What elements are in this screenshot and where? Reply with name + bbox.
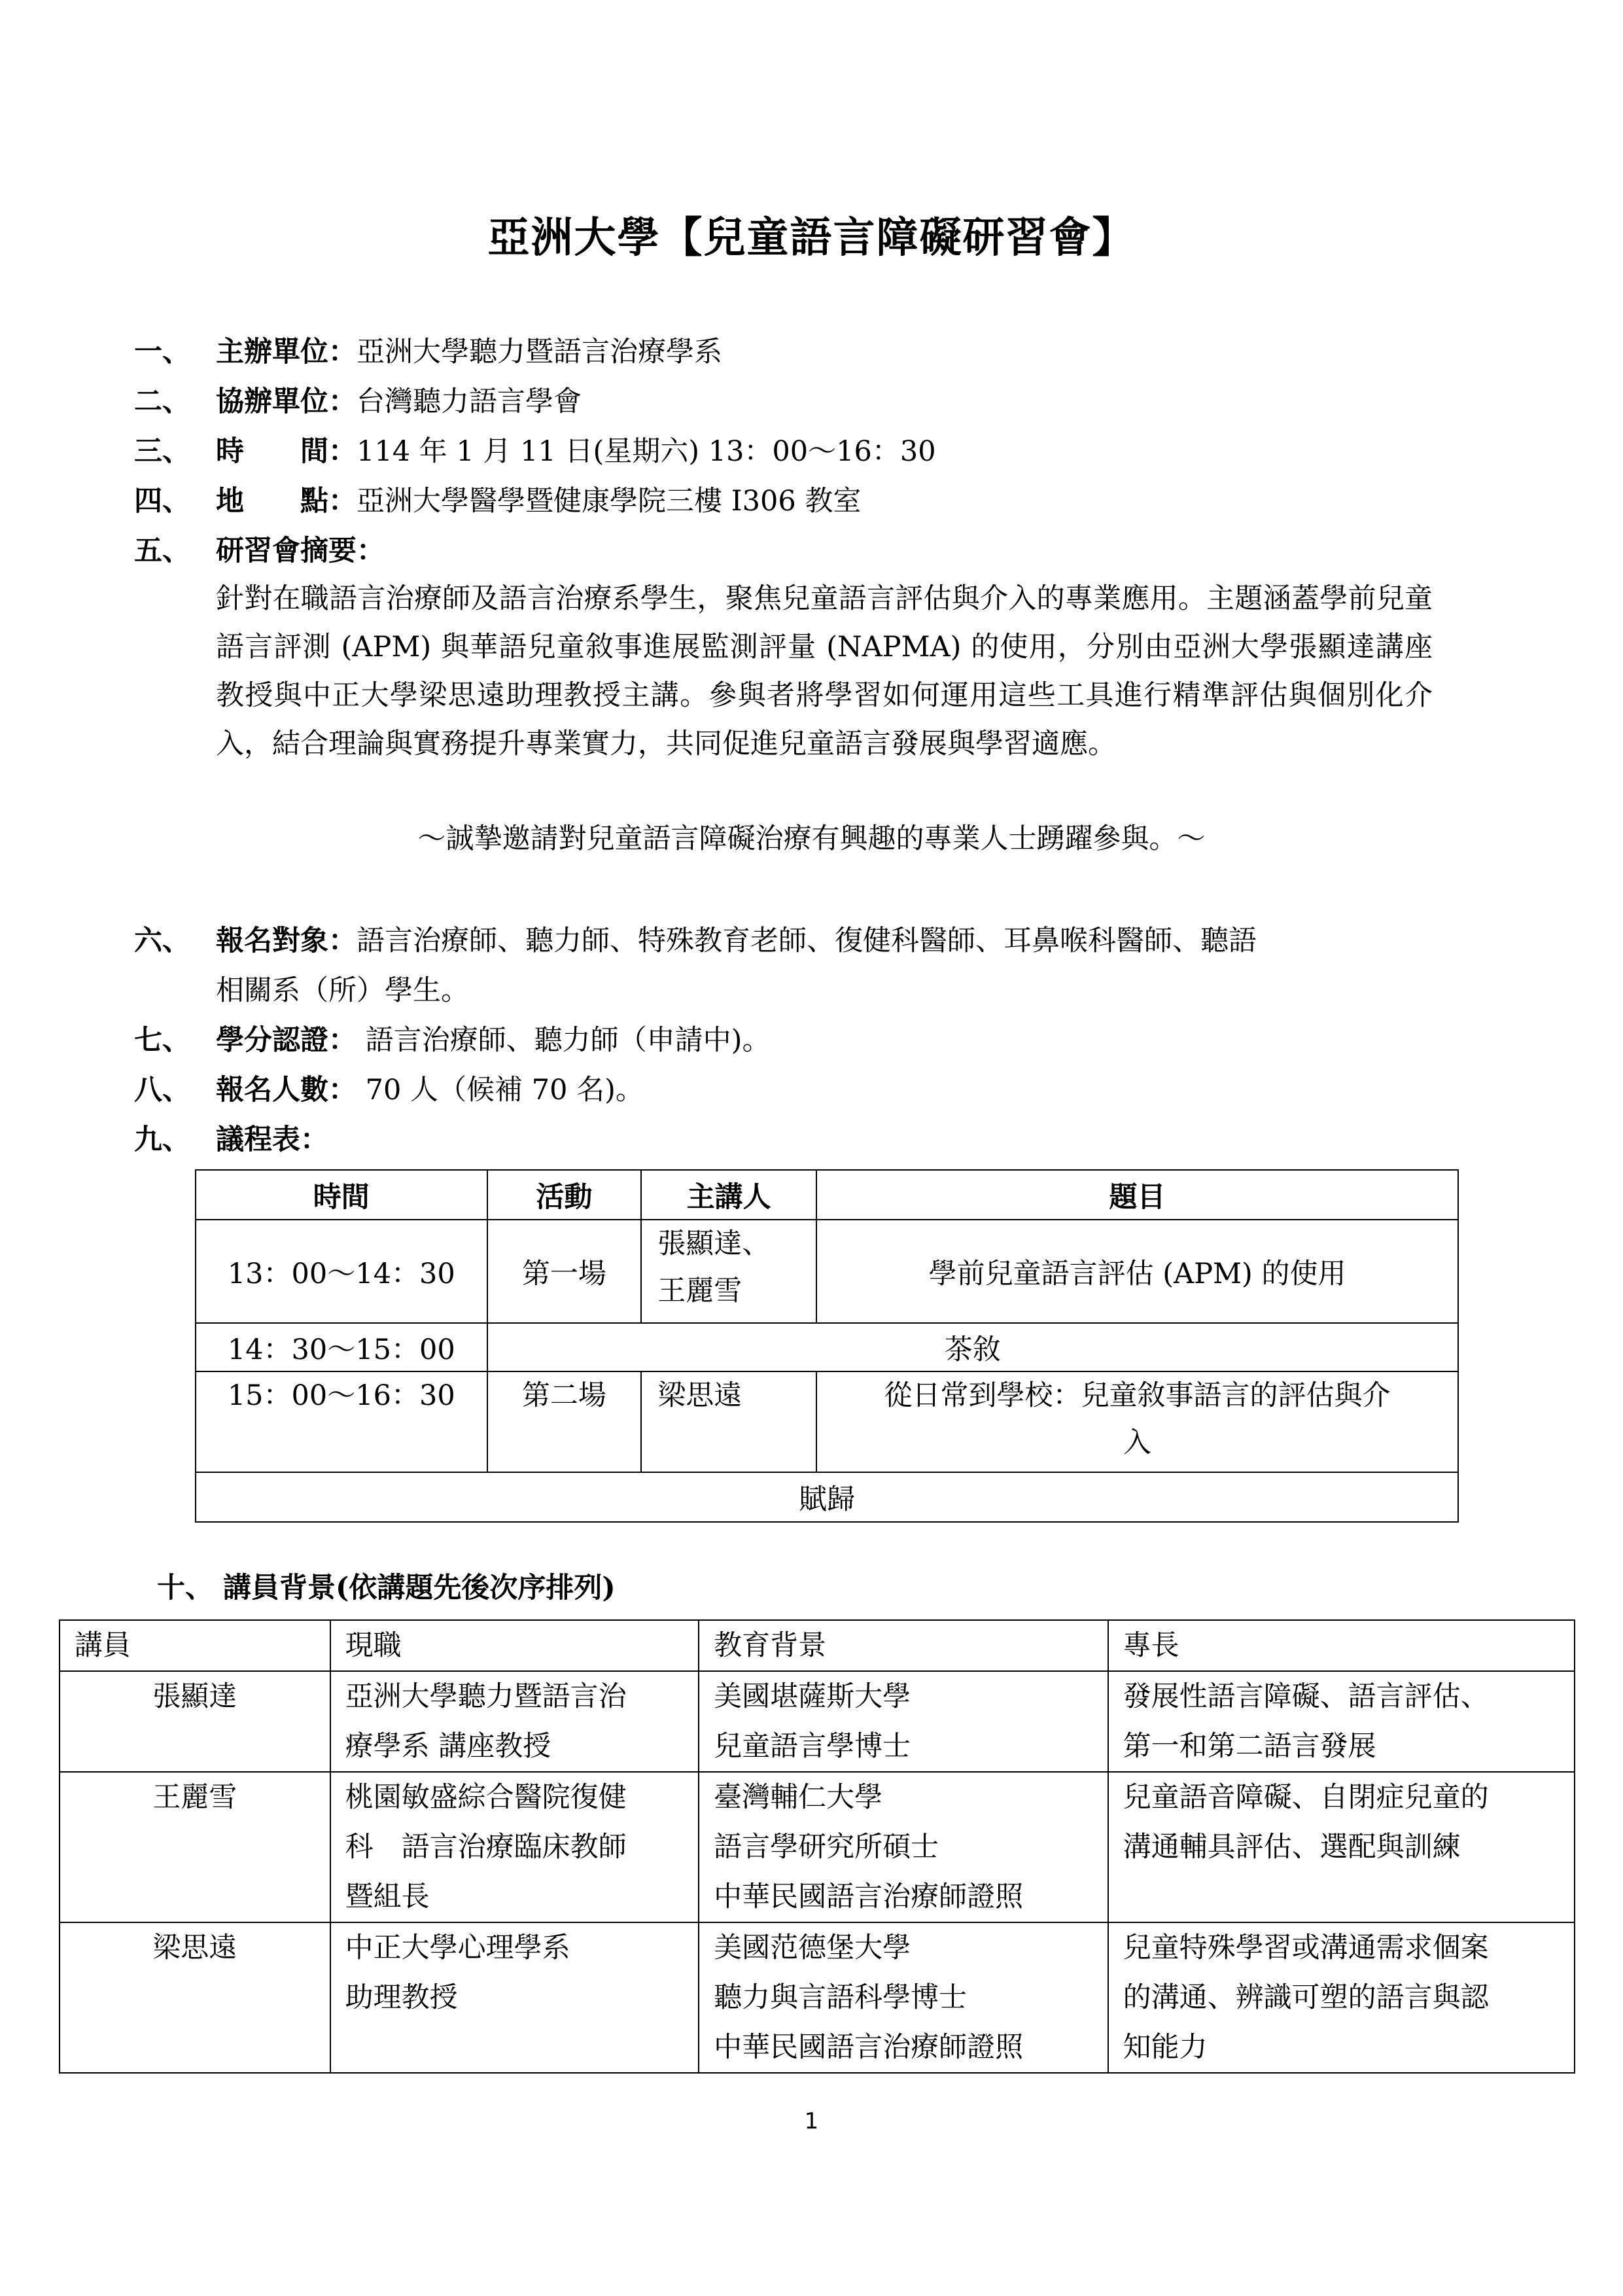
- item-agenda-heading: [134, 1115, 328, 1165]
- item-number: 四、: [134, 485, 190, 518]
- header-cell: 主講人: [641, 1170, 816, 1220]
- item-number: 三、: [134, 435, 190, 468]
- item-label: 協辦單位：: [216, 385, 357, 418]
- cell-line: 中正大學心理學系: [345, 1932, 570, 1964]
- speaker-cell: [641, 1220, 816, 1323]
- item-credits: [134, 1016, 770, 1065]
- cell-line: 亞洲大學聽力暨語言治: [345, 1680, 627, 1713]
- cell-line: 的溝通、辨識可塑的語言與認: [1123, 1981, 1489, 2014]
- item-abstract-heading: [134, 526, 385, 576]
- cell-line: 助理教授: [345, 1981, 458, 2014]
- item-text: 語言治療師、聽力師、特殊教育老師、復健科醫師、耳鼻喉科醫師、聽語: [357, 925, 1257, 957]
- cell-line: 暨組長: [345, 1881, 430, 1913]
- cell-line: 美國堪薩斯大學: [714, 1680, 911, 1713]
- activity-cell: 第二場: [487, 1371, 642, 1472]
- item-text: 語言治療師、聽力師（申請中)。: [357, 1024, 771, 1057]
- item-number: 二、: [134, 385, 190, 418]
- table-row: [196, 1323, 1458, 1371]
- cell-line: 第一和第二語言發展: [1123, 1730, 1376, 1763]
- cell-line: 兒童特殊學習或溝通需求個案: [1123, 1932, 1489, 1964]
- item-organizer: [134, 327, 722, 377]
- table-header-row: [60, 1620, 1575, 1671]
- table-header-row: [196, 1170, 1458, 1220]
- topic-cell: [816, 1371, 1458, 1472]
- topic-line: 從日常到學校：兒童敘事語言的評估與介: [884, 1379, 1391, 1412]
- table-row: [196, 1472, 1458, 1522]
- cell-line: 兒童語音障礙、自閉症兒童的: [1123, 1781, 1489, 1814]
- item-location: [134, 476, 861, 526]
- time-cell: 13：00～14：30: [196, 1220, 487, 1323]
- item-target-audience: [134, 916, 1257, 966]
- item-label: 報名對象：: [216, 925, 357, 957]
- speaker-background-heading: 十、 講員背景(依講題先後次序排列): [157, 1572, 616, 1604]
- topic-line: 入: [1123, 1426, 1152, 1459]
- cell-line: 療學系 講座教授: [345, 1730, 551, 1763]
- item-co-organizer: [134, 377, 582, 427]
- item-number: 五、: [134, 535, 190, 567]
- education-cell: [699, 1671, 1108, 1772]
- speaker-line: 王麗雪: [657, 1275, 742, 1307]
- item-text: 亞洲大學聽力暨語言治療學系: [357, 336, 722, 368]
- abstract-paragraph: 針對在職語言治療師及語言治療系學生，聚焦兒童語言評估與介入的專業應用。主題涵蓋學前兒童語言評測 (APM) 與華語兒童敘事進展監測評量 (NAPMA) 的使用，分別由亞洲大學張顯達講座教授與中正大學梁思遠助理教授主講。參與者將學習如何運用這些工具進行精準評估與個別化介入，結合理論與實務提升專業實力，共同促進兒童語言發展與學習適應。: [216, 582, 1433, 760]
- header-cell: 現職: [330, 1620, 699, 1671]
- item-label: 時 間：: [216, 435, 357, 468]
- cell-line: 科 語言治療臨床教師: [345, 1831, 627, 1863]
- cell-line: 聽力與言語科學博士: [714, 1981, 968, 2014]
- header-cell: 教育背景: [699, 1620, 1108, 1671]
- page-number: 1: [804, 2108, 819, 2134]
- item-text-continued: 相關系（所）學生。: [216, 974, 469, 1007]
- table-row: [196, 1220, 1458, 1323]
- table-row: [196, 1371, 1458, 1472]
- cell-line: 中華民國語言治療師證照: [714, 1881, 1024, 1913]
- header-cell: 專長: [1108, 1620, 1575, 1671]
- speaker-name: 張顯達: [60, 1671, 330, 1772]
- speaker-cell: 梁思遠: [641, 1371, 816, 1472]
- cell-line: 兒童語言學博士: [714, 1730, 911, 1763]
- header-cell: 題目: [816, 1170, 1458, 1220]
- speaker-table: [59, 1619, 1575, 2074]
- item-text: 台灣聽力語言學會: [357, 385, 582, 418]
- invitation-line: ～誠摯邀請對兒童語言障礙治療有興趣的專業人士踴躍參與。～: [417, 822, 1206, 855]
- item-number: 七、: [134, 1024, 190, 1057]
- cell-line: 語言學研究所碩士: [714, 1831, 939, 1863]
- table-row: [60, 1671, 1575, 1772]
- item-text: 114 年 1 月 11 日(星期六) 13：00～16：30: [357, 435, 936, 468]
- cell-line: 發展性語言障礙、語言評估、: [1123, 1680, 1489, 1713]
- item-label: 主辦單位：: [216, 336, 357, 368]
- cell-line: 中華民國語言治療師證照: [714, 2031, 1024, 2064]
- item-number: 一、: [134, 336, 190, 368]
- time-cell: 14：30～15：00: [196, 1323, 487, 1371]
- break-cell: 茶敘: [487, 1323, 1458, 1371]
- header-cell: 活動: [487, 1170, 642, 1220]
- expertise-cell: [1108, 1922, 1575, 2073]
- item-text: 亞洲大學醫學暨健康學院三樓 I306 教室: [357, 485, 862, 518]
- item-number: 九、: [134, 1123, 190, 1156]
- item-enrollment: [134, 1065, 644, 1115]
- cell-line: 知能力: [1123, 2031, 1208, 2064]
- header-cell: 時間: [196, 1170, 487, 1220]
- activity-cell: 第一場: [487, 1220, 642, 1323]
- position-cell: [330, 1772, 699, 1922]
- item-label: 地 點：: [216, 485, 357, 518]
- speaker-name: 王麗雪: [60, 1772, 330, 1922]
- education-cell: [699, 1922, 1108, 2073]
- position-cell: [330, 1671, 699, 1772]
- cell-line: 美國范德堡大學: [714, 1932, 911, 1964]
- time-cell: 15：00～16：30: [196, 1371, 487, 1472]
- topic-cell: 學前兒童語言評估 (APM) 的使用: [816, 1220, 1458, 1323]
- item-time: [134, 427, 936, 476]
- page-title: 亞洲大學【兒童語言障礙研習會】: [487, 213, 1136, 262]
- table-row: [60, 1922, 1575, 2073]
- cell-line: 臺灣輔仁大學: [714, 1781, 883, 1814]
- closing-cell: 賦歸: [196, 1472, 1458, 1522]
- item-number: 八、: [134, 1074, 190, 1106]
- item-label: 研習會摘要：: [216, 535, 385, 567]
- speaker-name: 梁思遠: [60, 1922, 330, 2073]
- cell-line: 溝通輔具評估、選配與訓練: [1123, 1831, 1461, 1863]
- position-cell: [330, 1922, 699, 2073]
- cell-line: 桃園敏盛綜合醫院復健: [345, 1781, 627, 1814]
- expertise-cell: [1108, 1671, 1575, 1772]
- agenda-table: [195, 1169, 1459, 1523]
- expertise-cell: [1108, 1772, 1575, 1922]
- table-row: [60, 1772, 1575, 1922]
- speaker-line: 張顯達、: [657, 1227, 771, 1260]
- item-text: 70 人（候補 70 名)。: [357, 1074, 644, 1106]
- item-label: 報名人數：: [216, 1074, 357, 1106]
- item-label: 學分認證：: [216, 1024, 357, 1057]
- header-cell: 講員: [60, 1620, 330, 1671]
- item-label: 議程表：: [216, 1123, 328, 1156]
- education-cell: [699, 1772, 1108, 1922]
- item-number: 六、: [134, 925, 190, 957]
